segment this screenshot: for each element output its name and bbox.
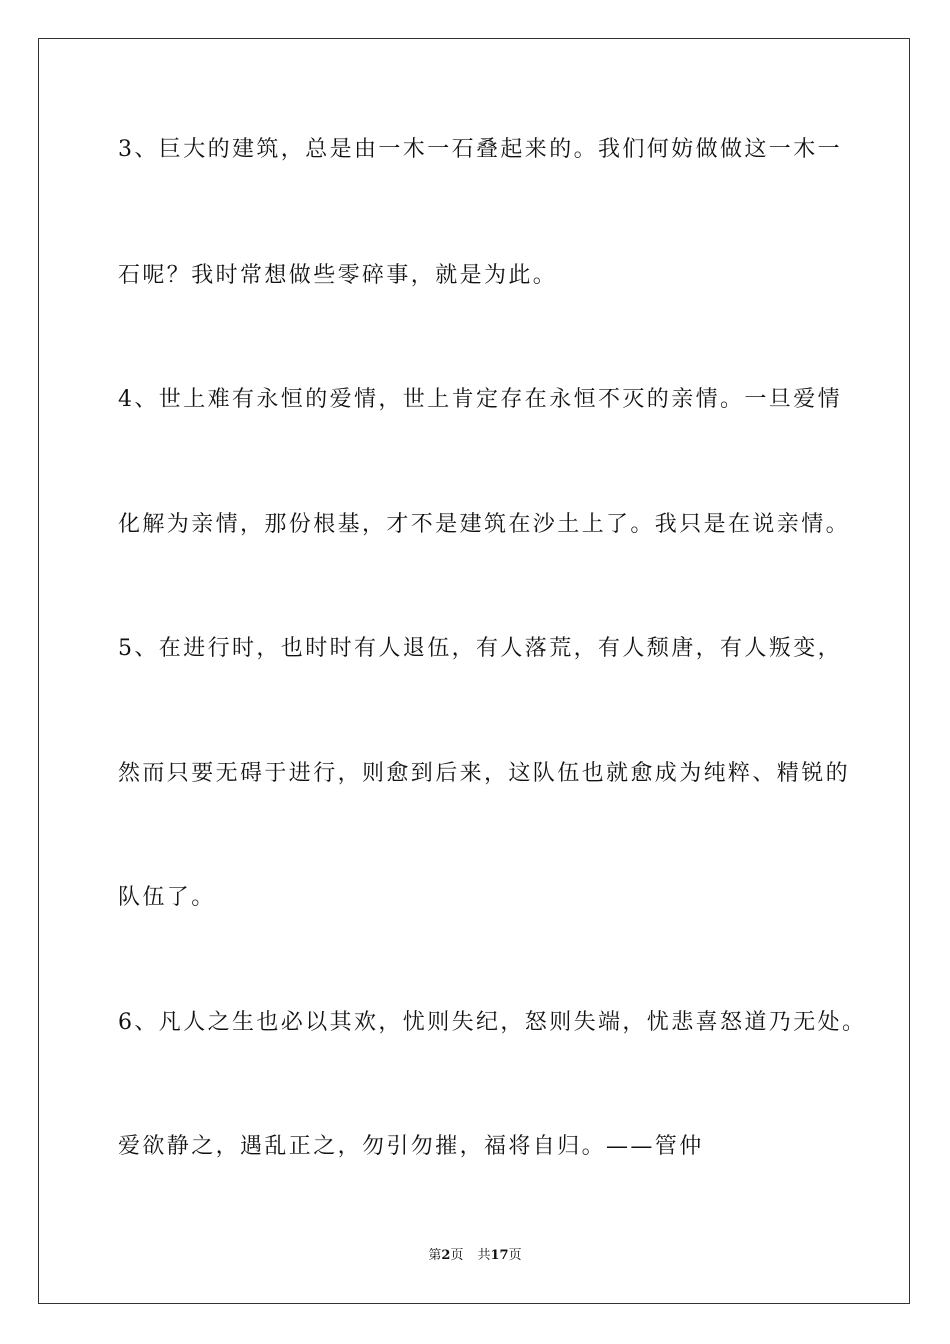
page-border	[38, 38, 910, 1304]
text-line: 爱欲静之，遇乱正之，勿引勿摧，福将自归。——管仲	[118, 1134, 704, 1159]
page-prefix: 第	[428, 1248, 442, 1263]
text-line: 石呢？我时常想做些零碎事，就是为此。	[118, 263, 558, 288]
page-number: 2	[441, 1248, 451, 1263]
page-footer	[0, 1248, 950, 1264]
text-line: 4、世上难有永恒的爱情，世上肯定存在永恒不灭的亲情。一旦爱情	[118, 387, 842, 412]
text-line: 然而只要无碍于进行，则愈到后来，这队伍也就愈成为纯粹、精锐的	[118, 761, 851, 786]
text-line: 队伍了。	[118, 885, 216, 910]
total-pages: 17	[490, 1248, 509, 1263]
text-line: 6、凡人之生也必以其欢，忧则失纪，怒则失端，忧悲喜怒道乃无处。	[118, 1010, 867, 1035]
total-suffix: 页	[508, 1248, 522, 1263]
text-line: 3、巨大的建筑，总是由一木一石叠起来的。我们何妨做做这一木一	[118, 137, 842, 162]
text-line: 化解为亲情，那份根基，才不是建筑在沙土上了。我只是在说亲情。	[118, 512, 851, 537]
total-prefix: 共	[477, 1248, 491, 1263]
text-line: 5、在进行时，也时时有人退伍，有人落荒，有人颓唐，有人叛变，	[118, 636, 842, 661]
page-suffix: 页	[450, 1248, 464, 1263]
